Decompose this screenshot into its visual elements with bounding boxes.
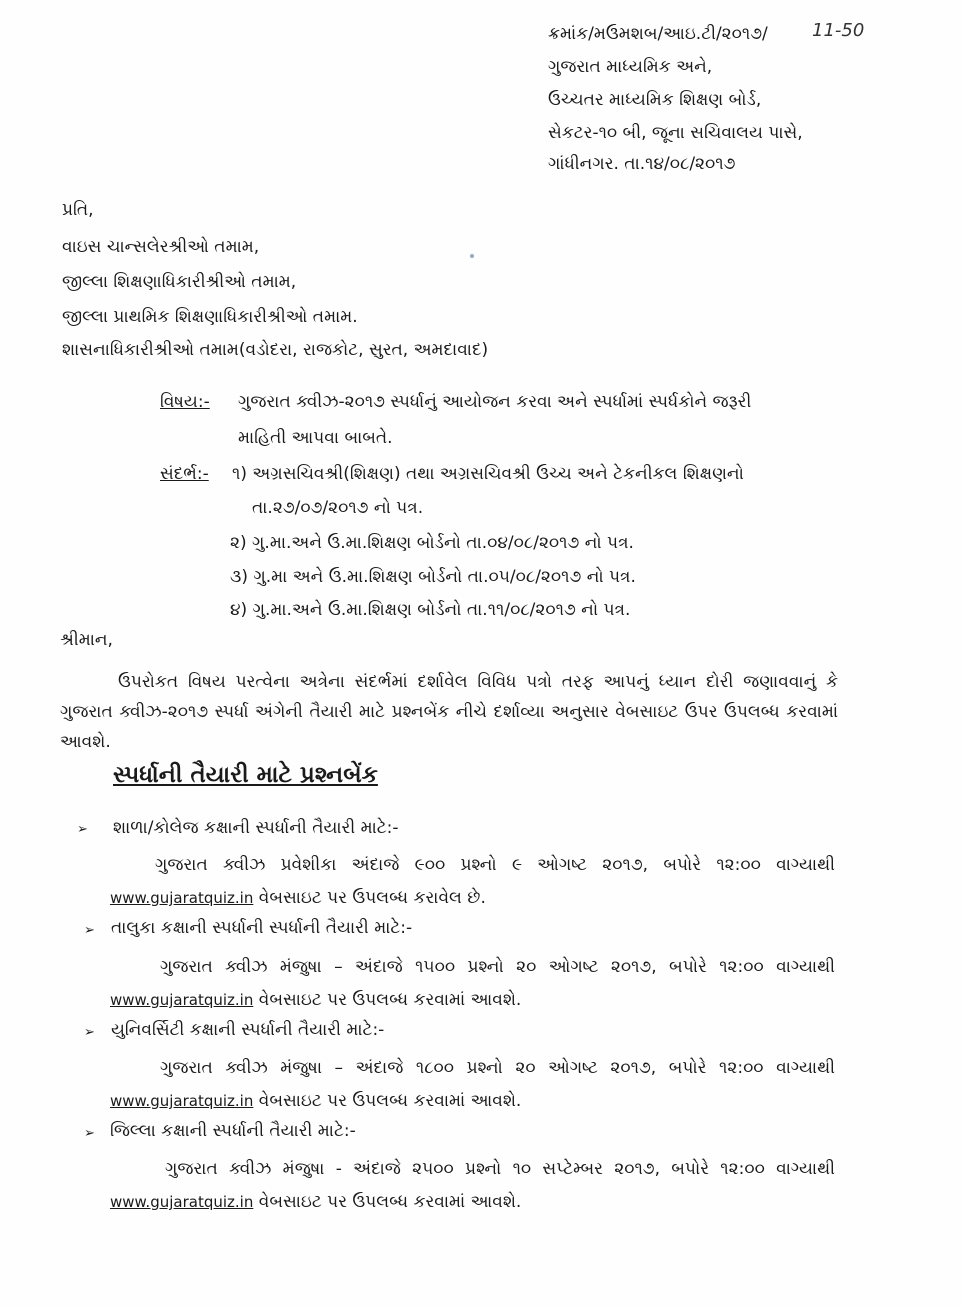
reference-item-3: ૩) ગુ.મા અને ઉ.મા.શિક્ષણ બોર્ડનો તા.૦૫/૦૮/૨૦૧૭ નો પત્ર. — [230, 567, 636, 587]
reference-item-4: ૪) ગુ.મા.અને ઉ.મા.શિક્ષણ બોર્ડનો તા.૧૧/૦૮/૨૦૧૭ નો પત્ર. — [230, 600, 631, 620]
item-3-label: યુનિવર્સિટી કક્ષાની સ્પર્ધાની તૈયારી માટે:- — [111, 1020, 385, 1040]
item-2-detail — [110, 951, 835, 1017]
item-4-detail-text: ગુજરાત ક્વીઝ મંજુષા - અંદાજે ૨૫૦૦ પ્રશ્નો ૧૦ સપ્ટેમ્બર ૨૦૧૭, બપોરે ૧૨:૦૦ વાગ્યાથી — [165, 1159, 835, 1179]
website-link[interactable]: www.gujaratquiz.in — [110, 991, 254, 1009]
item-1-label: શાળા/કોલેજ કક્ષાની સ્પર્ધાની તૈયારી માટે:- — [113, 818, 399, 838]
item-1-suffix: વેબસાઇટ પર ઉપલબ્ધ કરાવેલ છે. — [258, 888, 486, 908]
website-link[interactable]: www.gujaratquiz.in — [110, 889, 254, 907]
body-paragraph: ઉપરોકત વિષય પરત્વેના અત્રેના સંદર્ભમાં દર્શાવેલ વિવિધ પત્રો તરફ આપનું ધ્યાન દોરી જણાવવાનું કે ગુજરાત ક્વીઝ-૨૦૧૭ સ્પર્ધા અંગેની તૈયારી માટે પ્રશ્નબેંક નીચે દર્શાવ્યા અનુસાર વેબસાઇટ ઉપર ઉપલબ્ધ કરવામાં આવશે. — [60, 672, 838, 752]
reference-item-1-date: તા.૨૭/૦૭/૨૦૧૭ નો પત્ર. — [252, 498, 424, 518]
to-label: પ્રતિ, — [62, 200, 94, 220]
subject-line-1: ગુજરાત ક્વીઝ-૨૦૧૭ સ્પર્ધાનું આયોજન કરવા અને સ્પર્ધામાં સ્પર્ધકોને જરૂરી — [238, 392, 752, 412]
bullet-arrow-icon: ➢ — [84, 1025, 95, 1040]
item-4-label: જિલ્લા કક્ષાની સ્પર્ધાની તૈયારી માટે:- — [110, 1121, 356, 1141]
reference-item-2: ૨) ગુ.મા.અને ઉ.મા.શિક્ષણ બોર્ડનો તા.૦૪/૦૮/૨૦૧૭ નો પત્ર. — [230, 533, 634, 553]
section-heading: સ્પર્ધાની તૈયારી માટે પ્રશ્નબેંક — [113, 762, 378, 788]
bullet-arrow-icon: ➢ — [84, 1126, 95, 1141]
bullet-arrow-icon: ➢ — [84, 923, 95, 938]
reference-label: સંદર્ભ:- — [160, 464, 209, 484]
office-line-2: ઉચ્ચતર માધ્યમિક શિક્ષણ બોર્ડ, — [548, 90, 762, 110]
subject-line-2: માહિતી આપવા બાબતે. — [238, 428, 393, 448]
addressee-line-3: જીલ્લા પ્રાથમિક શિક્ષણાધિકારીશ્રીઓ તમામ. — [62, 307, 358, 327]
item-3-detail — [110, 1052, 835, 1118]
website-link[interactable]: www.gujaratquiz.in — [110, 1092, 254, 1110]
subject-label: વિષય:- — [160, 392, 210, 412]
item-2-suffix: વેબસાઇટ પર ઉપલબ્ધ કરવામાં આવશે. — [258, 990, 522, 1010]
item-1-detail — [110, 849, 835, 915]
item-3-detail-text: ગુજરાત ક્વીઝ મંજુષા – અંદાજે ૧૮૦૦ પ્રશ્નો ૨૦ ઓગષ્ટ ૨૦૧૭, બપોરે ૧૨:૦૦ વાગ્યાથી — [160, 1058, 835, 1078]
item-4-detail — [110, 1153, 835, 1219]
reference-number: ક્રમાંક/મઉમશબ/આઇ.ટી/૨૦૧૭/ — [548, 24, 768, 44]
handwritten-number: 11-50 — [812, 20, 865, 41]
item-1-detail-text: ગુજરાત ક્વીઝ પ્રવેશીકા અંદાજે ૯૦૦ પ્રશ્નો ૯ ઓગષ્ટ ૨૦૧૭, બપોરે ૧૨:૦૦ વાગ્યાથી — [155, 855, 835, 875]
office-line-1: ગુજરાત માધ્યમિક અને, — [548, 57, 713, 77]
date-line: ગાંધીનગર. તા.૧૪/૦૮/૨૦૧૭ — [548, 154, 736, 174]
website-link[interactable]: www.gujaratquiz.in — [110, 1193, 254, 1211]
addressee-line-4: શાસનાધિકારીશ્રીઓ તમામ(વડોદરા, રાજકોટ, સુરત, અમદાવાદ) — [62, 340, 489, 360]
addressee-line-1: વાઇસ ચાન્સલેરશ્રીઓ તમામ, — [62, 237, 260, 257]
reference-item-1: ૧) અગ્રસચિવશ્રી(શિક્ષણ) તથા અગ્રસચિવશ્રી ઉચ્ચ અને ટેકનીકલ શિક્ષણનો — [232, 464, 744, 484]
item-2-label: તાલુકા કક્ષાની સ્પર્ધાની સ્પર્ધાની તૈયારી માટે:- — [111, 918, 413, 938]
item-3-suffix: વેબસાઇટ પર ઉપલબ્ધ કરવામાં આવશે. — [258, 1091, 522, 1111]
addressee-line-2: જીલ્લા શિક્ષણાધિકારીશ્રીઓ તમામ, — [62, 272, 297, 292]
item-2-detail-text: ગુજરાત ક્વીઝ મંજુષા – અંદાજે ૧૫૦૦ પ્રશ્નો ૨૦ ઓગષ્ટ ૨૦૧૭, બપોરે ૧૨:૦૦ વાગ્યાથી — [160, 957, 835, 977]
office-line-3: સેકટર-૧૦ બી, જૂના સચિવાલય પાસે, — [548, 123, 803, 143]
ink-speck — [470, 254, 474, 258]
item-4-suffix: વેબસાઇટ પર ઉપલબ્ધ કરવામાં આવશે. — [258, 1192, 522, 1212]
bullet-arrow-icon: ➢ — [77, 822, 88, 837]
salutation: શ્રીમાન, — [60, 630, 113, 650]
